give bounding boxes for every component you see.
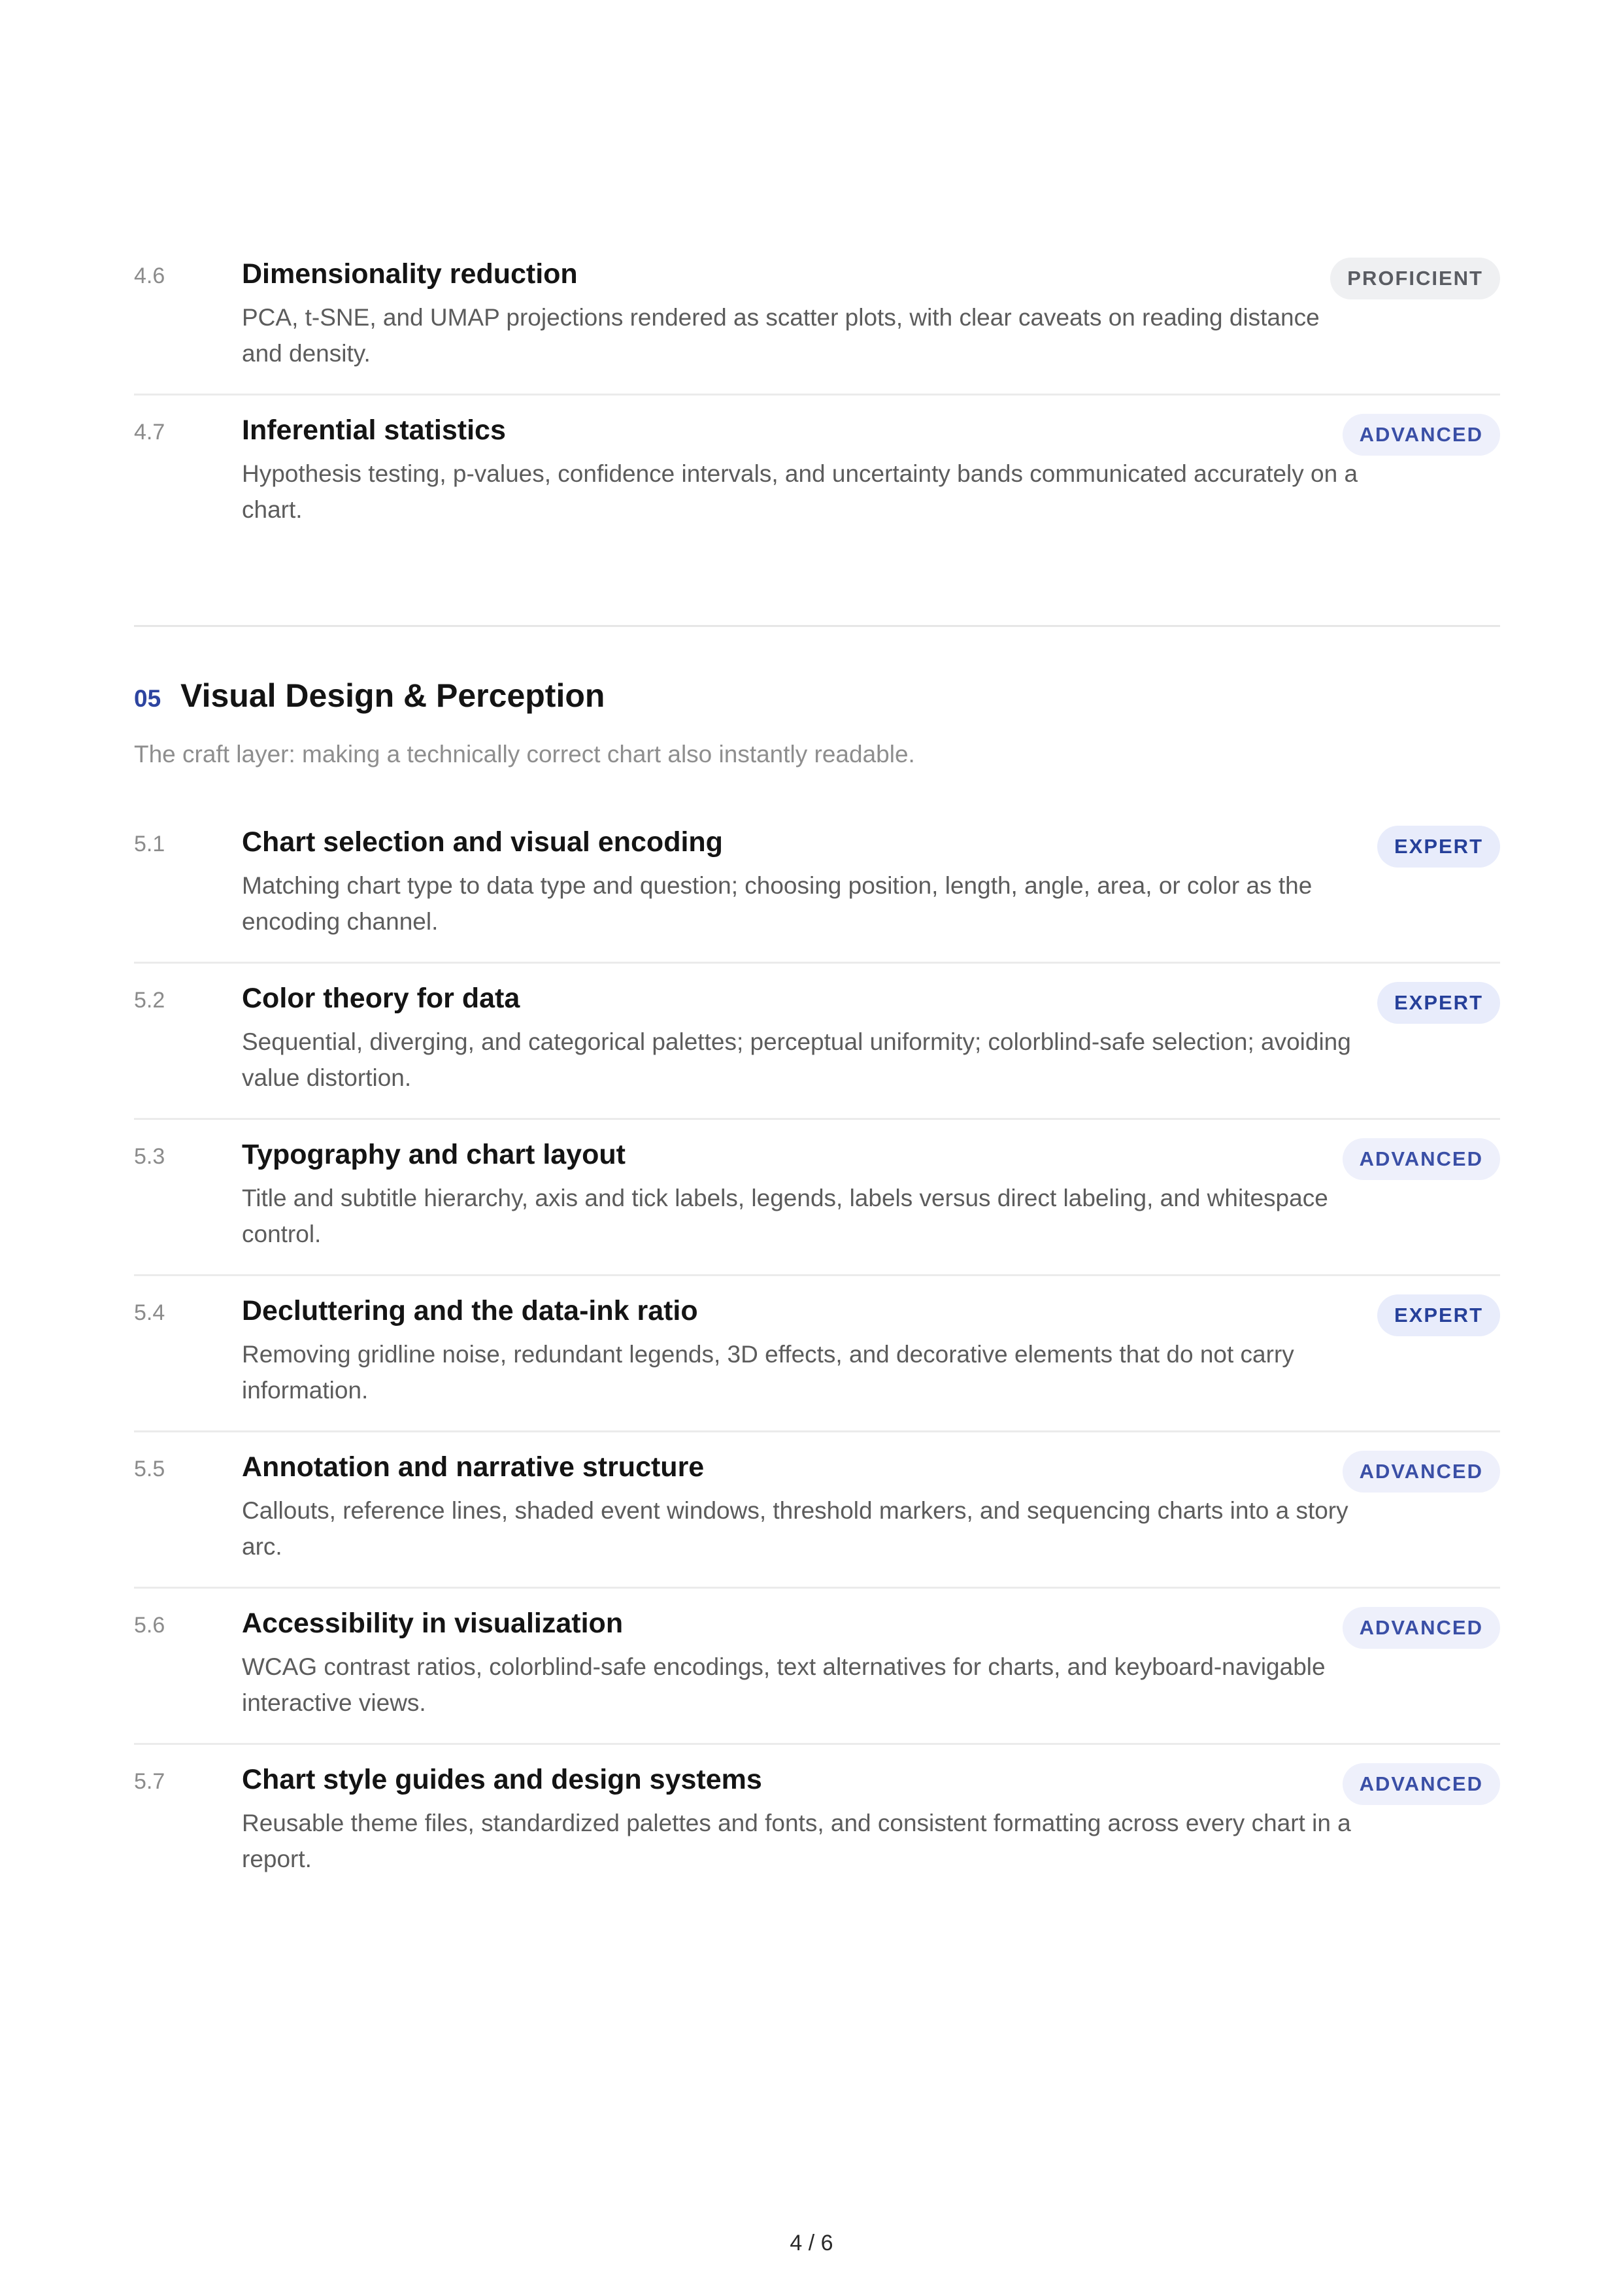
section-header <box>134 677 1500 715</box>
item-body <box>242 1136 1366 1252</box>
section-number: 05 <box>134 685 161 712</box>
item-title: Dimensionality reduction <box>242 258 578 290</box>
item-number: 5.7 <box>134 1769 165 1794</box>
level-badge: PROFICIENT <box>1330 258 1500 299</box>
item-description: Hypothesis testing, p-values, confidence intervals, and uncertainty bands communicated accurately on a chart. <box>242 460 1358 523</box>
item-title: Typography and chart layout <box>242 1139 626 1170</box>
item-body <box>242 411 1366 528</box>
item-description: WCAG contrast ratios, colorblind-safe encodings, text alternatives for charts, and keyboard-navigable interactive views. <box>242 1653 1326 1716</box>
item-description: Callouts, reference lines, shaded event windows, threshold markers, and sequencing charts into a story arc. <box>242 1497 1348 1560</box>
level-badge: EXPERT <box>1377 982 1500 1024</box>
level-badge: ADVANCED <box>1343 414 1500 456</box>
item-title: Color theory for data <box>242 983 520 1014</box>
item-number: 5.1 <box>134 832 165 856</box>
section-title: Visual Design & Perception <box>180 677 605 714</box>
page-content <box>134 239 1500 1899</box>
skill-item-4-6 <box>134 239 1500 396</box>
item-description: PCA, t-SNE, and UMAP projections rendered as scatter plots, with clear caveats on reading distance and density. <box>242 304 1320 367</box>
page-number: 4 / 6 <box>790 2231 833 2255</box>
skill-item-5-4 <box>134 1276 1500 1432</box>
level-badge: EXPERT <box>1377 1294 1500 1336</box>
level-badge: ADVANCED <box>1343 1138 1500 1180</box>
item-body <box>242 979 1366 1096</box>
item-description: Matching chart type to data type and question; choosing position, length, angle, area, or color as the encoding channel. <box>242 872 1313 935</box>
item-title: Chart selection and visual encoding <box>242 826 723 858</box>
item-description: Title and subtitle hierarchy, axis and tick labels, legends, labels versus direct labeling, and whitespace control. <box>242 1185 1328 1247</box>
skill-item-5-6 <box>134 1589 1500 1745</box>
item-description: Sequential, diverging, and categorical palettes; perceptual uniformity; colorblind-safe selection; avoiding value distortion. <box>242 1028 1351 1091</box>
item-number: 5.3 <box>134 1144 165 1169</box>
section-divider <box>134 625 1500 627</box>
item-body <box>242 1448 1366 1564</box>
level-badge: EXPERT <box>1377 826 1500 868</box>
item-number: 5.2 <box>134 988 165 1013</box>
item-body <box>242 1761 1366 1877</box>
skill-item-5-2 <box>134 964 1500 1120</box>
skill-item-5-5 <box>134 1432 1500 1589</box>
level-badge: ADVANCED <box>1343 1763 1500 1805</box>
item-body <box>242 823 1366 939</box>
item-number: 4.7 <box>134 420 165 445</box>
item-body <box>242 1604 1366 1721</box>
level-badge: ADVANCED <box>1343 1607 1500 1649</box>
item-description: Reusable theme files, standardized palettes and fonts, and consistent formatting across every chart in a report. <box>242 1810 1351 1872</box>
item-number: 5.5 <box>134 1457 165 1481</box>
item-number: 5.6 <box>134 1613 165 1638</box>
item-body <box>242 255 1366 371</box>
item-title: Chart style guides and design systems <box>242 1764 762 1795</box>
item-title: Annotation and narrative structure <box>242 1451 705 1483</box>
skill-item-5-7 <box>134 1745 1500 1899</box>
item-number: 4.6 <box>134 263 165 288</box>
item-title: Inferential statistics <box>242 414 506 446</box>
item-title: Decluttering and the data-ink ratio <box>242 1295 698 1326</box>
item-title: Accessibility in visualization <box>242 1608 624 1639</box>
skill-item-4-7 <box>134 396 1500 550</box>
item-body <box>242 1292 1366 1408</box>
skill-item-5-3 <box>134 1120 1500 1276</box>
item-description: Removing gridline noise, redundant legends, 3D effects, and decorative elements that do not carry information. <box>242 1341 1294 1404</box>
item-number: 5.4 <box>134 1300 165 1325</box>
section-subtitle: The craft layer: making a technically correct chart also instantly readable. <box>134 741 915 768</box>
skill-item-5-1 <box>134 807 1500 964</box>
level-badge: ADVANCED <box>1343 1451 1500 1493</box>
